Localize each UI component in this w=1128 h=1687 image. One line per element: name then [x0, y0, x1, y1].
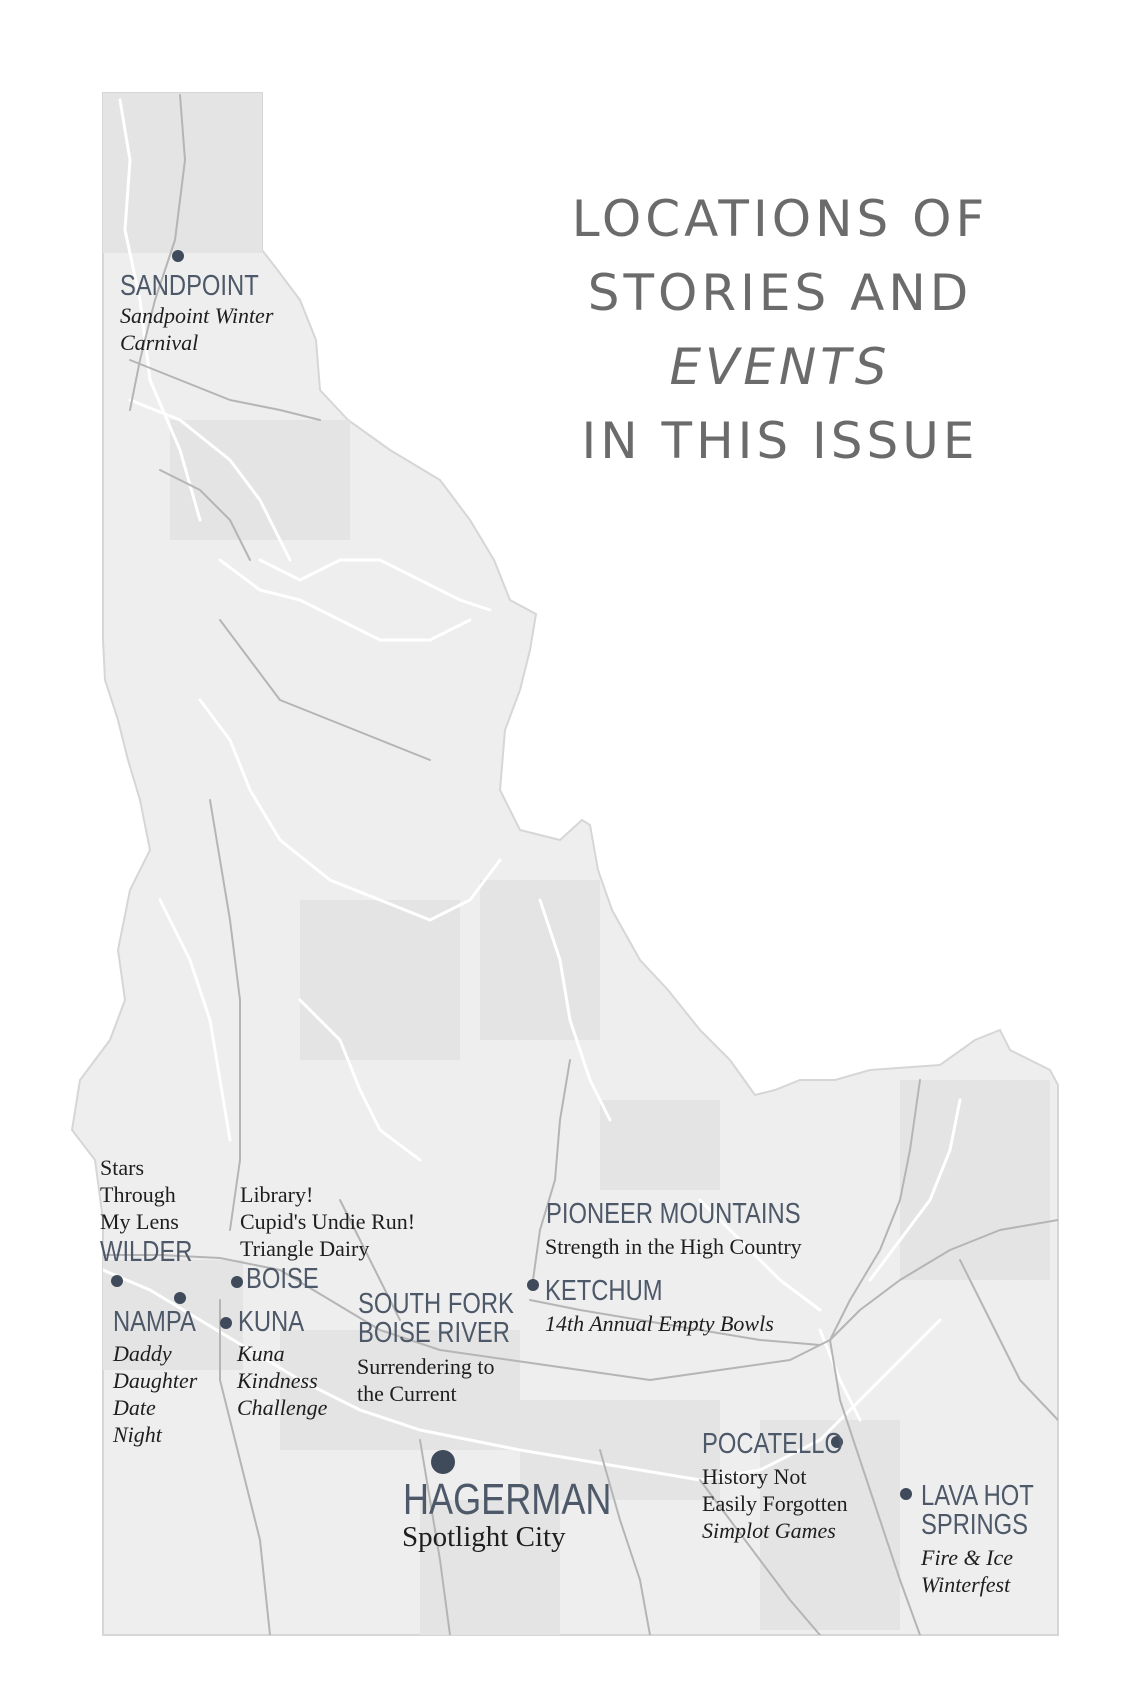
- pioneer-stories: [545, 1233, 802, 1260]
- pocatello-story-line-2: Easily Forgotten: [702, 1491, 848, 1516]
- hagerman-label: HAGERMAN: [403, 1475, 612, 1524]
- ketchum-label: KETCHUM: [545, 1275, 663, 1307]
- title-line-1: LOCATIONS OF: [571, 190, 989, 248]
- kuna-marker: [220, 1317, 232, 1329]
- ketchum-event-line-1: 14th Annual Empty Bowls: [545, 1311, 774, 1336]
- sandpoint-label: SANDPOINT: [120, 270, 259, 302]
- lava-hot-springs-label-line-1: LAVA HOT: [921, 1480, 1034, 1512]
- wilder-marker: [111, 1275, 123, 1287]
- nampa-event-line-3: Date: [113, 1395, 156, 1420]
- pocatello-stories: [702, 1463, 848, 1544]
- kuna-event-line-2: Kindness: [237, 1368, 318, 1393]
- nampa-event-line-4: Night: [113, 1422, 162, 1447]
- ketchum-events: [545, 1310, 774, 1337]
- south-fork-story-line-1: Surrendering to: [357, 1354, 495, 1379]
- nampa-marker: [174, 1292, 186, 1304]
- sandpoint-events: [120, 302, 273, 356]
- kuna-events: [237, 1340, 327, 1421]
- pocatello-event-line-1: Simplot Games: [702, 1518, 836, 1543]
- hagerman-story-line-1: Spotlight City: [402, 1521, 566, 1553]
- pioneer-mountains-label: PIONEER MOUNTAINS: [546, 1198, 801, 1230]
- ketchum-marker: [527, 1279, 539, 1291]
- boise-marker: [231, 1276, 243, 1288]
- sandpoint-event-line-1: Sandpoint Winter: [120, 303, 274, 328]
- pocatello-story-line-1: History Not: [702, 1464, 807, 1489]
- hagerman-marker: [431, 1450, 455, 1474]
- nampa-events: [113, 1340, 197, 1448]
- nampa-event-line-2: Daughter: [113, 1368, 198, 1393]
- south-fork-label-line-1: SOUTH FORK: [358, 1288, 514, 1320]
- boise-story-line-3: Triangle Dairy: [240, 1236, 370, 1261]
- pioneer-story-line-1: Strength in the High Country: [545, 1234, 802, 1259]
- sandpoint-marker: [172, 250, 184, 262]
- wilder-stories: [100, 1154, 179, 1235]
- wilder-label: WILDER: [100, 1236, 193, 1268]
- boise-label: BOISE: [246, 1263, 319, 1295]
- south-fork-label-line-2: BOISE RIVER: [358, 1317, 510, 1349]
- kuna-label: KUNA: [238, 1306, 305, 1338]
- nampa-label: NAMPA: [113, 1306, 196, 1338]
- boise-stories: [240, 1181, 415, 1262]
- wilder-story-line-2: Through: [100, 1182, 176, 1207]
- kuna-event-line-1: Kuna: [237, 1341, 285, 1366]
- lava-hot-springs-marker: [900, 1488, 912, 1500]
- nampa-event-line-1: Daddy: [113, 1341, 172, 1366]
- lava-hot-springs-events: [921, 1544, 1013, 1598]
- boise-story-line-2: Cupid's Undie Run!: [240, 1209, 416, 1234]
- south-fork-stories: [357, 1353, 494, 1407]
- wilder-story-line-3: My Lens: [100, 1209, 179, 1234]
- pocatello-label: POCATELLO: [702, 1428, 843, 1460]
- sandpoint-event-line-2: Carnival: [120, 330, 199, 355]
- south-fork-story-line-2: the Current: [357, 1381, 457, 1406]
- lava-hot-springs-label-line-2: SPRINGS: [921, 1509, 1029, 1541]
- lava-event-line-2: Winterfest: [921, 1572, 1011, 1597]
- hagerman-stories: [402, 1521, 566, 1553]
- kuna-event-line-3: Challenge: [237, 1395, 328, 1420]
- wilder-story-line-1: Stars: [100, 1155, 144, 1180]
- boise-story-line-1: Library!: [240, 1182, 314, 1207]
- lava-event-line-1: Fire & Ice: [921, 1545, 1014, 1570]
- title-line-4: IN THIS ISSUE: [581, 412, 979, 470]
- title-line-2: STORIES AND: [587, 264, 973, 322]
- title-line-3: EVENTS: [669, 338, 891, 396]
